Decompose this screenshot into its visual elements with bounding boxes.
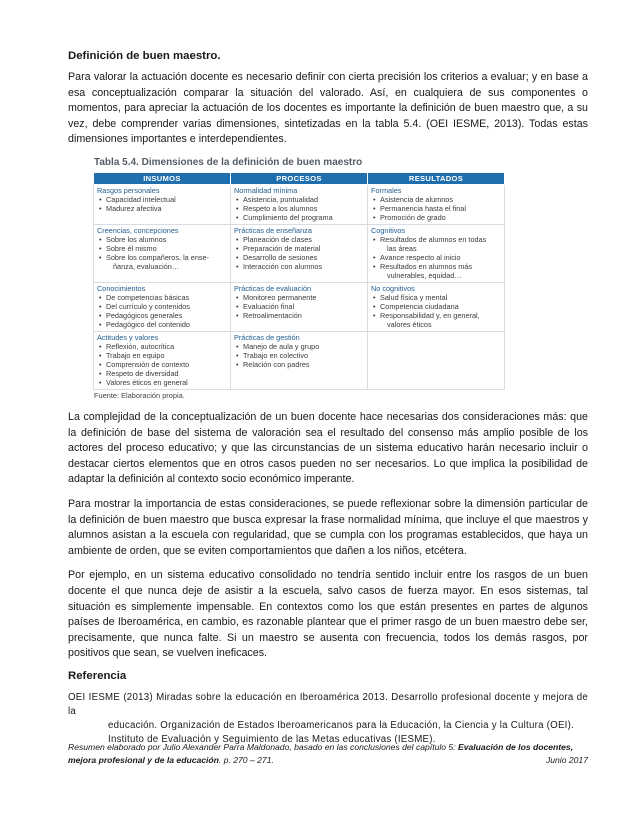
table-cell-resultados xyxy=(368,331,505,389)
section-heading: Definición de buen maestro. xyxy=(68,50,221,62)
cell-item: • Asistencia de alumnos xyxy=(371,195,501,204)
table-figure xyxy=(93,157,505,400)
paragraph-4: Por ejemplo, en un sistema educativo consolidado no tendría sentido incluir entre los rasgos de un buen docente el que nunca deje de asistir a la escuela, salvo casos de fuerza mayor. En esos sistemas, tal situación es simplemente impensable. En contextos como los que están presentes en partes de algunos países de Iberoamérica, en cambio, es razonable plantear que el primer rasgo de un buen maestro debe ser, precisamente, que nunca falte. Si un maestro se ausenta con frecuencia, todos los demás rasgos, por positivos que sean, se vuelven ineficaces. xyxy=(68,569,588,660)
cell-item: • Asistencia, puntualidad xyxy=(234,195,364,204)
reference-first-line: OEI IESME (2013) Miradas sobre la educación en Iberoamérica 2013. Desarrollo profesional docente y mejora de la xyxy=(68,691,588,717)
cell-item: • Comprensión de contexto xyxy=(97,360,227,369)
table-row xyxy=(94,331,505,389)
table-body xyxy=(94,184,505,389)
cell-item: vulnerables, equidad… xyxy=(387,270,462,280)
cell-item: • Reflexión, autocrítica xyxy=(97,342,227,351)
cell-item: • Del currículo y contenidos xyxy=(97,302,227,311)
cell-category: Conocimientos xyxy=(97,283,146,293)
table-cell-insumos xyxy=(94,224,231,282)
cell-item: • Respeto de diversidad xyxy=(97,369,227,378)
table-header-row xyxy=(94,172,505,184)
table-row xyxy=(94,224,505,282)
cell-item: • Salud física y mental xyxy=(371,293,501,302)
footer-date: Junio 2017 xyxy=(545,755,588,765)
table-cell-procesos xyxy=(231,224,368,282)
cell-category: Cognitivos xyxy=(371,225,406,235)
cell-category: Prácticas de enseñanza xyxy=(234,225,312,235)
cell-item: • Sobre él mismo xyxy=(97,244,227,253)
cell-item: • Sobre los alumnos xyxy=(97,235,227,244)
cell-item: • Interacción con alumnos xyxy=(234,262,364,271)
cell-category: Prácticas de gestión xyxy=(234,332,300,342)
table-cell-insumos xyxy=(94,282,231,331)
footer-bold-title: Evaluación de los docentes, mejora profesional y de la educación xyxy=(68,742,574,765)
paragraph-1: Para valorar la actuación docente es necesario definir con cierta precisión los criterios a evaluar; y en base a esa conceptualización comparar la situación del valorado. Así, en cualquiera de sus componentes o momentos, para apreciar la actuación de los docentes es importante la definición de buen maestro que, a su vez, debe comprender varias dimensiones, sintetizadas en la tabla 5.4. (OEI IESME, 2013). Todas estas dimensiones importantes e interdependientes. xyxy=(68,71,588,146)
cell-category: Actitudes y valores xyxy=(97,332,159,342)
cell-item: • Capacidad intelectual xyxy=(97,195,227,204)
table-cell-resultados xyxy=(368,224,505,282)
table-cell-insumos xyxy=(94,331,231,389)
cell-item: • Retroalimentación xyxy=(234,311,364,320)
document-content xyxy=(68,49,588,747)
cell-item: • Competencia ciudadana xyxy=(371,302,501,311)
cell-category: Prácticas de evaluación xyxy=(234,283,312,293)
cell-category: Rasgos personales xyxy=(97,185,160,195)
cell-item: • Pedagógico del contenido xyxy=(97,320,227,329)
cell-item: • Evaluación final xyxy=(234,302,364,311)
cell-category: No cognitivos xyxy=(371,283,415,293)
cell-item: • Resultados de alumnos en todas xyxy=(371,235,501,244)
footer-prefix: Resumen elaborado por Julio Alexander Parra Maldonado, basado en las conclusiones del capítulo 5: xyxy=(68,742,458,752)
cell-item: ñanza, evaluación… xyxy=(113,261,180,271)
cell-item: • Permanencia hasta el final xyxy=(371,204,501,213)
paragraph-2: La complejidad de la conceptualización de un buen docente hace necesarias dos consideraciones más: que la definición de base del sistema de valoración sea el resultado del consenso más amplio posible de los actores del proceso educativo; y que las circunstancias de un sistema educativo harán necesario incluir o destacar ciertos elementos que en otros casos pueden no ser necesarios. Lo que implica la posibilidad de adaptar la definición al contexto socio económico imperante. xyxy=(68,410,588,486)
cell-item: • De competencias básicas xyxy=(97,293,227,302)
table-title: Tabla 5.4. Dimensiones de la definición de buen maestro xyxy=(94,156,363,168)
cell-item: • Manejo de aula y grupo xyxy=(234,342,364,351)
table-cell-resultados xyxy=(368,184,505,224)
cell-item: • Respeto a los alumnos xyxy=(234,204,364,213)
cell-item: • Resultados en alumnos más xyxy=(371,262,501,271)
table-source: Fuente: Elaboración propia. xyxy=(94,390,185,400)
footer-note xyxy=(68,741,588,767)
cell-item: • Preparación de material xyxy=(234,244,364,253)
table-cell-procesos xyxy=(231,331,368,389)
cell-item: • Cumplimiento del programa xyxy=(234,213,364,222)
cell-item: • Trabajo en colectivo xyxy=(234,351,364,360)
paragraph-3: Para mostrar la importancia de estas consideraciones, se puede reflexionar sobre la dimensión particular de la definición de buen maestro que busca expresar la frase normalidad mínima, que incluye el que maestros y alumnos asistan a la escuela con regularidad, que se cumpla con los programas establecidos, que haya un ambiente de orden, que se eviten comportamientos que dañen a los niños, etcétera. xyxy=(68,497,588,557)
table-cell-procesos xyxy=(231,282,368,331)
table-cell-insumos xyxy=(94,184,231,224)
cell-category: Normalidad mínima xyxy=(234,185,298,195)
cell-item: • Promoción de grado xyxy=(371,213,501,222)
cell-item: • Desarrollo de sesiones xyxy=(234,253,364,262)
table-cell-resultados xyxy=(368,282,505,331)
cell-item: valores éticos xyxy=(387,319,432,329)
footer-pages: . p. 270 – 271. xyxy=(218,755,274,765)
cell-category: Creencias, concepciones xyxy=(97,225,179,235)
cell-item: • Sobre los compañeros, la ense- xyxy=(97,253,227,262)
cell-item: • Monitoreo permanente xyxy=(234,293,364,302)
cell-category: Formales xyxy=(371,185,402,195)
header-resultados: RESULTADOS xyxy=(368,172,505,184)
cell-item: • Madurez afectiva xyxy=(97,204,227,213)
dimensions-table xyxy=(93,172,505,390)
table-row xyxy=(94,184,505,224)
header-procesos: PROCESOS xyxy=(231,172,368,184)
cell-item: • Pedagógicos generales xyxy=(97,311,227,320)
cell-item: las áreas xyxy=(387,243,417,253)
cell-item: • Planeación de clases xyxy=(234,235,364,244)
cell-item: • Valores éticos en general xyxy=(97,378,227,387)
cell-item: • Responsabilidad y, en general, xyxy=(371,311,501,320)
cell-item: • Avance respecto al inicio xyxy=(371,253,501,262)
header-insumos: INSUMOS xyxy=(94,172,231,184)
reference-continuation: educación. Organización de Estados Iberoamericanos para la Educación, la Ciencia y la Cultura (OEI). Instituto de Evaluación y Seguimiento de las Metas educativas (IESME). xyxy=(108,719,575,745)
table-cell-procesos xyxy=(231,184,368,224)
cell-item: • Trabajo en equipo xyxy=(97,351,227,360)
reference-heading: Referencia xyxy=(68,669,127,682)
table-row xyxy=(94,282,505,331)
cell-item: • Relación con padres xyxy=(234,360,364,369)
